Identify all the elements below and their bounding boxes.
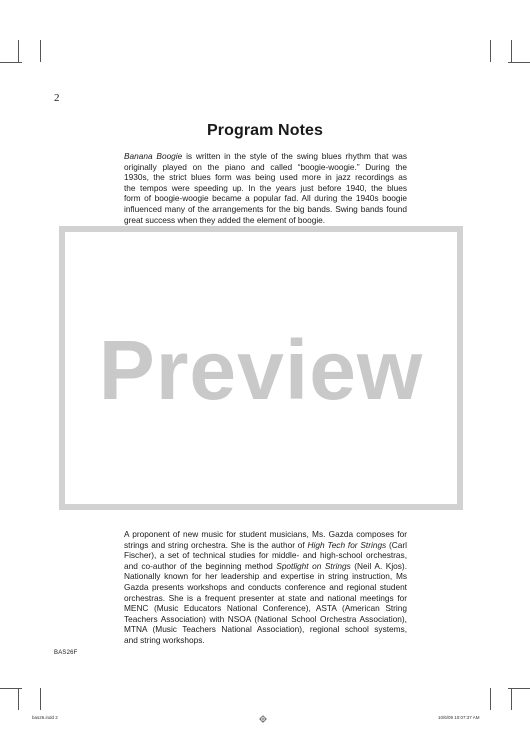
registration-mark-icon bbox=[259, 715, 267, 724]
paragraph-line: influenced many of the arrangements for the big bands. Swing bands found bbox=[124, 203, 407, 214]
crop-mark-bottom-left-v bbox=[18, 688, 19, 710]
paragraph-line: 1930s, the strict blues form was being used more in jazz recordings as bbox=[124, 172, 407, 183]
catalog-code: BAS26F bbox=[54, 650, 78, 656]
crop-mark-bottom-left-h bbox=[0, 688, 22, 689]
program-notes-paragraph bbox=[124, 151, 407, 225]
crop-mark-bottom-right-h bbox=[508, 688, 530, 689]
crop-mark-top-left-h bbox=[0, 62, 22, 63]
paragraph-line: Nationally known for her leadership and expertise in string instruction, Ms bbox=[124, 571, 407, 582]
author-bio-paragraph bbox=[124, 529, 407, 646]
paragraph-line: orchestras. She is a frequent presenter at state and national meetings for bbox=[124, 592, 407, 603]
paragraph-line: the tempos were speeding up. In the years just before 1940, the blues bbox=[124, 182, 407, 193]
paragraph-line: Teachers Association) with NSOA (National School Orchestra Association), bbox=[124, 613, 407, 624]
crop-mark-top-left-v bbox=[18, 40, 19, 62]
crop-mark-top-right-v2 bbox=[511, 40, 512, 62]
page-number: 2 bbox=[54, 92, 60, 104]
slug-filename: bas26.indd 2 bbox=[32, 715, 58, 720]
paragraph-line: Gazda presents workshops and conducts conference and regional student bbox=[124, 581, 407, 592]
paragraph-line: great success when they added the element of boogie. bbox=[124, 214, 326, 225]
paragraph-line: A proponent of new music for student musicians, Ms. Gazda composes for bbox=[124, 529, 407, 539]
crop-mark-bottom-right-v bbox=[490, 688, 491, 710]
preview-watermark-text: Preview bbox=[98, 323, 424, 417]
crop-mark-top-right-v bbox=[490, 40, 491, 62]
paragraph-line: and co-author of the beginning method Spotlight on Strings (Neil A. Kjos). bbox=[124, 560, 407, 571]
crop-mark-top-left-v2 bbox=[40, 40, 41, 62]
preview-watermark-box bbox=[59, 226, 463, 510]
slug-timestamp: 10/6/09 10:07:37 AM bbox=[438, 715, 480, 720]
paragraph-line: Banana Boogie is written in the style of the swing blues rhythm that was bbox=[124, 151, 408, 161]
paragraph-line: form of boogie-woogie became a popular fad. All during the 1940s boogie bbox=[124, 193, 407, 204]
page-title: Program Notes bbox=[207, 122, 323, 139]
crop-mark-top-right-h bbox=[508, 62, 530, 63]
paragraph-line: and string workshops. bbox=[124, 634, 205, 645]
crop-mark-bottom-right-v2 bbox=[511, 688, 512, 710]
paragraph-line: MTNA (Music Teachers National Association), regional school systems, bbox=[124, 624, 407, 635]
paragraph-line: strings and string orchestra. She is the author of High Tech for Strings (Carl bbox=[124, 539, 408, 550]
paragraph-line: Fischer), a set of technical studies for middle- and high-school orchestras, bbox=[124, 550, 407, 561]
paragraph-line: originally played on the piano and called “boogie-woogie.” During the bbox=[124, 161, 407, 172]
paragraph-line: MENC (Music Educators National Conference), ASTA (American String bbox=[124, 603, 407, 614]
crop-mark-bottom-left-v2 bbox=[40, 688, 41, 710]
